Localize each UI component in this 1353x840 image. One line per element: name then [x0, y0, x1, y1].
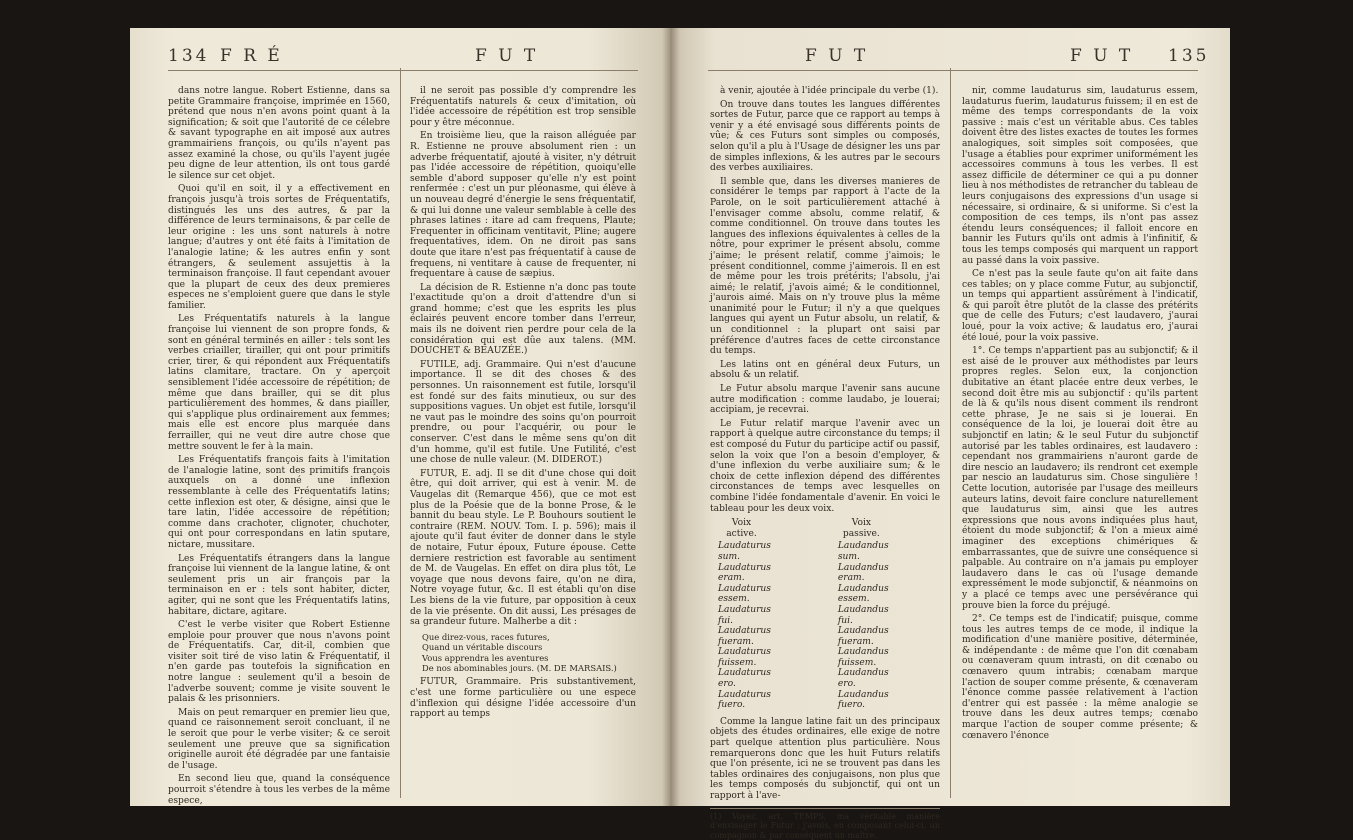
right-page: [670, 28, 1230, 840]
paragraph: Il semble que, dans les diverses manieres de considérer le temps par rapport à l'acte de la Parole, on le soit particulièrement attaché à l'envisager comme absolu, comme relatif, & comme conditionnel. On trouve dans toutes les langues des inflexions équivalentes à celles de la nôtre, pour exprimer le présent absolu, comme j'aime; le présent relatif, comme j'aimois; le présent conditionnel, comme j'aimerois. Il en est de même pour les trois prétérits; l'absolu, j'ai aimé; le relatif, j'avois aimé; & le conditionnel, j'aurois aimé. Mais on n'y trouve plus la même unanimité pour le Futur; il n'y a que quelques langues qui ayent un Futur absolu, un relatif, & un conditionnel : la plupart ont saisi par préférence d'autres faces de cette circonstance du temps.: [710, 176, 940, 357]
active-voice-column: [718, 518, 820, 711]
malherbe-quote: [422, 632, 636, 674]
open-book: [130, 28, 1230, 840]
conj-form: Laudaturus sum.: [718, 541, 771, 562]
conj-form: Laudandus fueram.: [837, 626, 889, 647]
quote-line: Quand un véritable discours: [422, 642, 543, 653]
left-column-1: [168, 86, 390, 809]
left-column-2: [410, 86, 636, 723]
quote-line: De nos abominables jours. (M. DE MARSAIS.): [422, 662, 617, 673]
page-number-left: 134: [168, 46, 210, 66]
paragraph: C'est le verbe visiter que Robert Estienne emploie pour prouver que nous n'avons point de Fréquentatifs. Car, dit-il, combien que visiter soit tiré de viso latin & Fréquentatif, il n'en garde pas toutefois la signification en notre langue : seulement qu'il a besoin de l'adverbe souvent; comme je visite souvent le palais & les prisonniers.: [168, 620, 390, 705]
quote-line: Que direz-vous, races futures,: [422, 631, 550, 642]
running-head-right-a: F U T: [805, 46, 869, 66]
paragraph: Les Fréquentatifs françois faits à l'imitation de l'analogie latine, sont des primitifs françois auxquels on a donné une inflexion ressemblante à celle des Fréquentatifs latins; cette inflexion est oter, & désigne, ainsi que le tare latin, l'idée accessoire de répétition; comme dans crachoter, clignoter, chuchoter, qui ont pour correspondans en latin sputare, nictare, mussitare.: [168, 455, 390, 550]
right-column-1: [710, 86, 940, 840]
conj-form: Laudaturus ero.: [718, 668, 771, 690]
footnote: (1) Voyez, art. TEMPS, ma véritable manière d'envisager le Futur : j'avois, en composant celui-ci, un compagnon & par conséquent un maître.: [710, 808, 940, 840]
conj-form: Laudaturus fuero.: [718, 689, 771, 711]
conj-form: Laudaturus fuissem.: [718, 647, 771, 668]
column-rule-left: [400, 68, 401, 798]
paragraph: En troisième lieu, que la raison alléguée par R. Estienne ne prouve absolument rien : un adverbe fréquentatif, ajouté à visiter, n'y détruit pas l'idée accessoire de répétition, quoiqu'elle semble d'abord supposer qu'elle n'y est point renfermée : c'est un pur pléonasme, qui élève à un nouveau degré d'énergie le sens fréquentatif, & qui lui donne une valeur semblable à celle des phrases latines : itare ad cam frequens, Plaute; Frequenter in officinam ventitavit, Pline; augere frequentatives, idem. On ne diroit pas sans doute que itare n'est pas fréquentatif à cause de frequens, ni ventitare à cause de frequenter, ni frequentare à cause de sæpius.: [410, 131, 636, 280]
conj-form: Laudandus essem.: [837, 583, 889, 605]
entry-futile: FUTILE, adj. Grammaire. Qui n'est d'aucune importance. Il se dit des choses & des personnes. Un raisonnement est futile, lorsqu'il est fondé sur des faits minutieux, ou sur des suppositions vagues. Un objet est futile, lorsqu'il ne vaut pas le moindre des soins qu'on pourroit prendre, ou pour l'acquérir, ou pour le conserver. C'est dans le même sens qu'on dit d'un homme, qu'il est futile. Une Futilité, c'est une chose de nulle valeur. (M. DIDEROT.): [410, 359, 636, 466]
paragraph: Le Futur relatif marque l'avenir avec un rapport à quelque autre circonstance du temps; il est composé du Futur du participe actif ou passif, selon la voix que l'on a besoin d'employer, & d'une inflexion du verbe auxiliaire sum; & le choix de cette inflexion dépend des différentes circonstances de temps avec lesquelles on combine l'idée fondamentale d'avenir. En voici le tableau pour les deux voix.: [710, 418, 940, 514]
paragraph: On trouve dans toutes les langues différentes sortes de Futur, parce que ce rapport au temps à venir y a été envisagé sous différents points de vûe; & ces Futurs sont simples ou composés, selon qu'il a plu à l'Usage de désigner les uns par de simples inflexions, & les autres par le secours des verbes auxiliaires.: [710, 99, 940, 174]
left-page: [130, 28, 670, 806]
conj-form: Laudandus eram.: [837, 562, 889, 584]
conj-form: Laudandus fui.: [837, 604, 889, 626]
paragraph: il ne seroit pas possible d'y comprendre les Fréquentatifs naturels & ceux d'imitation, où l'idée accessoire de répétition est trop sensible pour y être méconnue.: [410, 86, 636, 128]
active-voice-title: Voix active.: [726, 518, 757, 539]
conj-form: Laudandus sum.: [837, 541, 889, 562]
conj-form: Laudandus ero.: [837, 668, 889, 690]
paragraph: 2°. Ce temps est de l'indicatif; puisque, comme tous les autres temps de ce mode, il indique la modification d'une manière positive, déterminée, & indépendante : de même que l'on dit cœnabam ou cœnaveram quum intrasti, on dit cœnabo ou cœnavero quum intrabis; cœnabam marque l'action de souper comme présente, & cœnaveram l'énonce comme passée relativement à l'action d'entrer qui est passée : la même analogie se trouve dans les deux autres temps; cœnabo marque l'action de souper comme présente; & cœnavero l'énonce: [962, 614, 1198, 741]
conj-form: Laudaturus essem.: [718, 583, 771, 605]
paragraph: Les latins ont en général deux Futurs, un absolu & un relatif.: [710, 359, 940, 381]
passive-voice-column: [838, 518, 940, 711]
running-head-right-b: F U T: [1070, 46, 1134, 66]
paragraph: dans notre langue. Robert Estienne, dans sa petite Grammaire françoise, imprimée en 1560, prétend que nous n'en avons point quant à la signification; & soit que l'autorité de ce célebre & savant typographe en ait imposé aux autres grammairiens françois, ou qu'ils n'ayent pas assez examiné la chose, ou qu'ils l'ayent jugée peu digne de leur attention, ils ont tous gardé le silence sur cet objet.: [168, 86, 390, 181]
paragraph: 1°. Ce temps n'appartient pas au subjonctif; & il est aisé de le prouver aux méthodistes par leurs propres regles. Selon eux, la conjonction dubitative an étant placée entre deux verbes, le second doit être mis au subjonctif : qu'ils partent de là & qu'ils nous disent comment ils rendront cette phrase, Je ne sais si je louerai. En conséquence de la loi, je louerai doit être au subjonctif en latin; & le seul Futur du subjonctif autorisé par les tables ordinaires, est laudavero : cependant nos grammairiens n'auront garde de dire nescio an laudavero; ils rendront cet exemple par nescio an laudaturus sim. Chose singulière ! Cette locution, autorisée par l'usage des meilleurs auteurs latins, devoit faire conclure naturellement que laudaturus sim, ainsi que les autres expressions que nous avons indiquées plus haut, étoient du mode subjonctif; & l'on a mieux aimé imaginer des exceptions chimériques & embarrassantes, que de suivre une conséquence si palpable. Au contraire on n'a jamais pu employer laudavero dans le cas où l'usage demande expressément le mode subjonctif, & néanmoins on y a placé ce temps avec une persévérance qui prouve bien la force du préjugé.: [962, 346, 1198, 611]
paragraph: La décision de R. Estienne n'a donc pas toute l'exactitude qu'on a droit d'attendre d'un si grand homme; c'est que les esprits les plus éclairés peuvent encore tomber dans l'erreur, mais ils ne doivent rien perdre pour cela de la considération qui est dûe aux talens. (MM. DOUCHET & BEAUZÉE.): [410, 282, 636, 357]
passive-voice-title: Voix passive.: [842, 518, 880, 539]
paragraph: Ce n'est pas la seule faute qu'on ait faite dans ces tables; on y place comme Futur, au subjonctif, un temps qui appartient assûrément à l'indicatif, & qui paroît être plutôt de la classe des prétérits que de celle des Futurs; c'est laudavero, j'aurai loué, pour la voix active; & laudatus ero, j'aurai été loué, pour la voix passive.: [962, 269, 1198, 343]
conj-form: Laudaturus fueram.: [718, 626, 771, 647]
conjugation-table: [718, 518, 940, 711]
page-number-right: 135: [1168, 46, 1210, 66]
entry-futur-grammaire: FUTUR, Grammaire. Pris substantivement, c'est une forme particulière ou une espece d'inflexion qui désigne l'idée accessoire d'un rapport au temps: [410, 677, 636, 720]
paragraph: nir, comme laudaturus sim, laudaturus essem, laudaturus fuerim, laudaturus fuissem; il en est de même des temps correspondants de la voix passive : mais c'est un véritable abus. Ces tables doivent être des listes exactes de toutes les formes analogiques, soit simples soit composées, que l'usage a établies pour exprimer uniformément les accessoires communs à tous les verbes. Il est assez difficile de déterminer ce qui a pu donner lieu à nos méthodistes de retrancher du tableau de leurs conjugaisons des expressions d'un usage si nécessaire, si ordinaire, & si uniforme. Si c'est la composition de ces temps, ils n'ont pas assez étendu leurs conséquences; il falloit encore en bannir les Futurs qu'ils ont admis à l'infinitif, & tous les temps composés qui marquent un rapport au passé dans la voix passive.: [962, 86, 1198, 266]
paragraph: Mais on peut remarquer en premier lieu que, quand ce raisonnement seroit concluant, il ne le seroit que pour le verbe visiter; & ce seroit seulement une preuve que sa signification originelle auroit été dégradée par une fantaisie de l'usage.: [168, 707, 390, 771]
entry-futur-adj: FUTUR, E. adj. Il se dit d'une chose qui doit être, qui doit arriver, qui est à venir. M. de Vaugelas dit (Remarque 456), que ce mot est plus de la Poésie que de la bonne Prose, & le bannit du beau style. Le P. Bouhours soutient le contraire (REM. NOUV. Tom. I. p. 596); mais il ajoute qu'il faut éviter de donner dans le style de notaire, Futur époux, Future épouse. Cette derniere restriction est favorable au sentiment de M. de Vaugelas. En effet on dira plus tôt, Le voyage que nous devons faire, qu'on ne dira, Notre voyage futur, &c. Il est établi qu'on dise Les biens de la vie future, par opposition à ceux de la vie présente. On dit aussi, Les présages de sa grandeur future. Malherbe a dit :: [410, 468, 636, 628]
running-head-left-b: F U T: [475, 46, 539, 66]
header-rule-right: [708, 70, 1198, 71]
paragraph: Les Fréquentatifs naturels à la langue françoise lui viennent de son propre fonds, & sont en général terminés en ailler : tels sont les verbes criailler, tirailler, qui ont pour primitifs crier, tirer, & qui répondent aux Fréquentatifs latins clamitare, tractare. On y aperçoit sensiblement l'idée accessoire de répétition; de même que dans brailler, qui se dit plus particulièrement des hommes, & dans piailler, qui s'applique plus ordinairement aux femmes; mais elle est encore plus marquée dans ferrailler, qui ne veut dire autre chose que mettre souvent le fer à la main.: [168, 314, 390, 452]
paragraph: Les Fréquentatifs étrangers dans la langue françoise lui viennent de la langue latine, & ont seulement pris un air françois par la terminaison en er : tels sont habiter, dicter, agiter, qui ne sont que les Fréquentatifs latins, habitare, dictare, agitare.: [168, 553, 390, 617]
paragraph: Comme la langue latine fait un des principaux objets des études ordinaires, elle exige de notre part quelque attention plus particulière. Nous remarquerons donc que les huit Futurs relatifs que l'on présente, ici ne se trouvent pas dans les tables ordinaires des conjugaisons, non plus que les temps composés du subjonctif, qui ont un rapport à l'ave-: [710, 716, 940, 801]
paragraph: à venir, ajoutée à l'idée principale du verbe (1).: [720, 86, 939, 96]
conj-form: Laudaturus fui.: [718, 604, 771, 626]
paragraph: En second lieu que, quand la conséquence pourroit s'étendre à tous les verbes de la même espece,: [168, 774, 390, 806]
book-gutter: [662, 28, 680, 806]
paragraph: Quoi qu'il en soit, il y a effectivement en françois jusqu'à trois sortes de Fréquentatifs, distingués les uns des autres, & par la différence de leurs terminaisons, & par celle de leur origine : les uns sont naturels à notre langue; d'autres y ont été faits à l'imitation de l'analogie latine; & les autres enfin y sont étrangers, & seulement assujettis à la terminaison françoise. Il faut cependant avouer que la plupart de ceux des deux premieres especes ne s'emploient guere que dans le style familier.: [168, 184, 390, 311]
paragraph: Le Futur absolu marque l'avenir sans aucune autre modification : comme laudabo, je louerai; accipiam, je recevrai.: [710, 384, 940, 416]
conj-form: Laudaturus eram.: [718, 562, 771, 584]
running-head-left-a: F R É: [220, 46, 283, 66]
quote-line: Vous apprendra les aventures: [422, 652, 549, 663]
conj-form: Laudandus fuissem.: [837, 647, 889, 668]
column-rule-right: [950, 68, 951, 798]
header-rule-left: [168, 70, 638, 71]
right-column-2: [962, 86, 1198, 744]
conj-form: Laudandus fuero.: [837, 689, 889, 711]
